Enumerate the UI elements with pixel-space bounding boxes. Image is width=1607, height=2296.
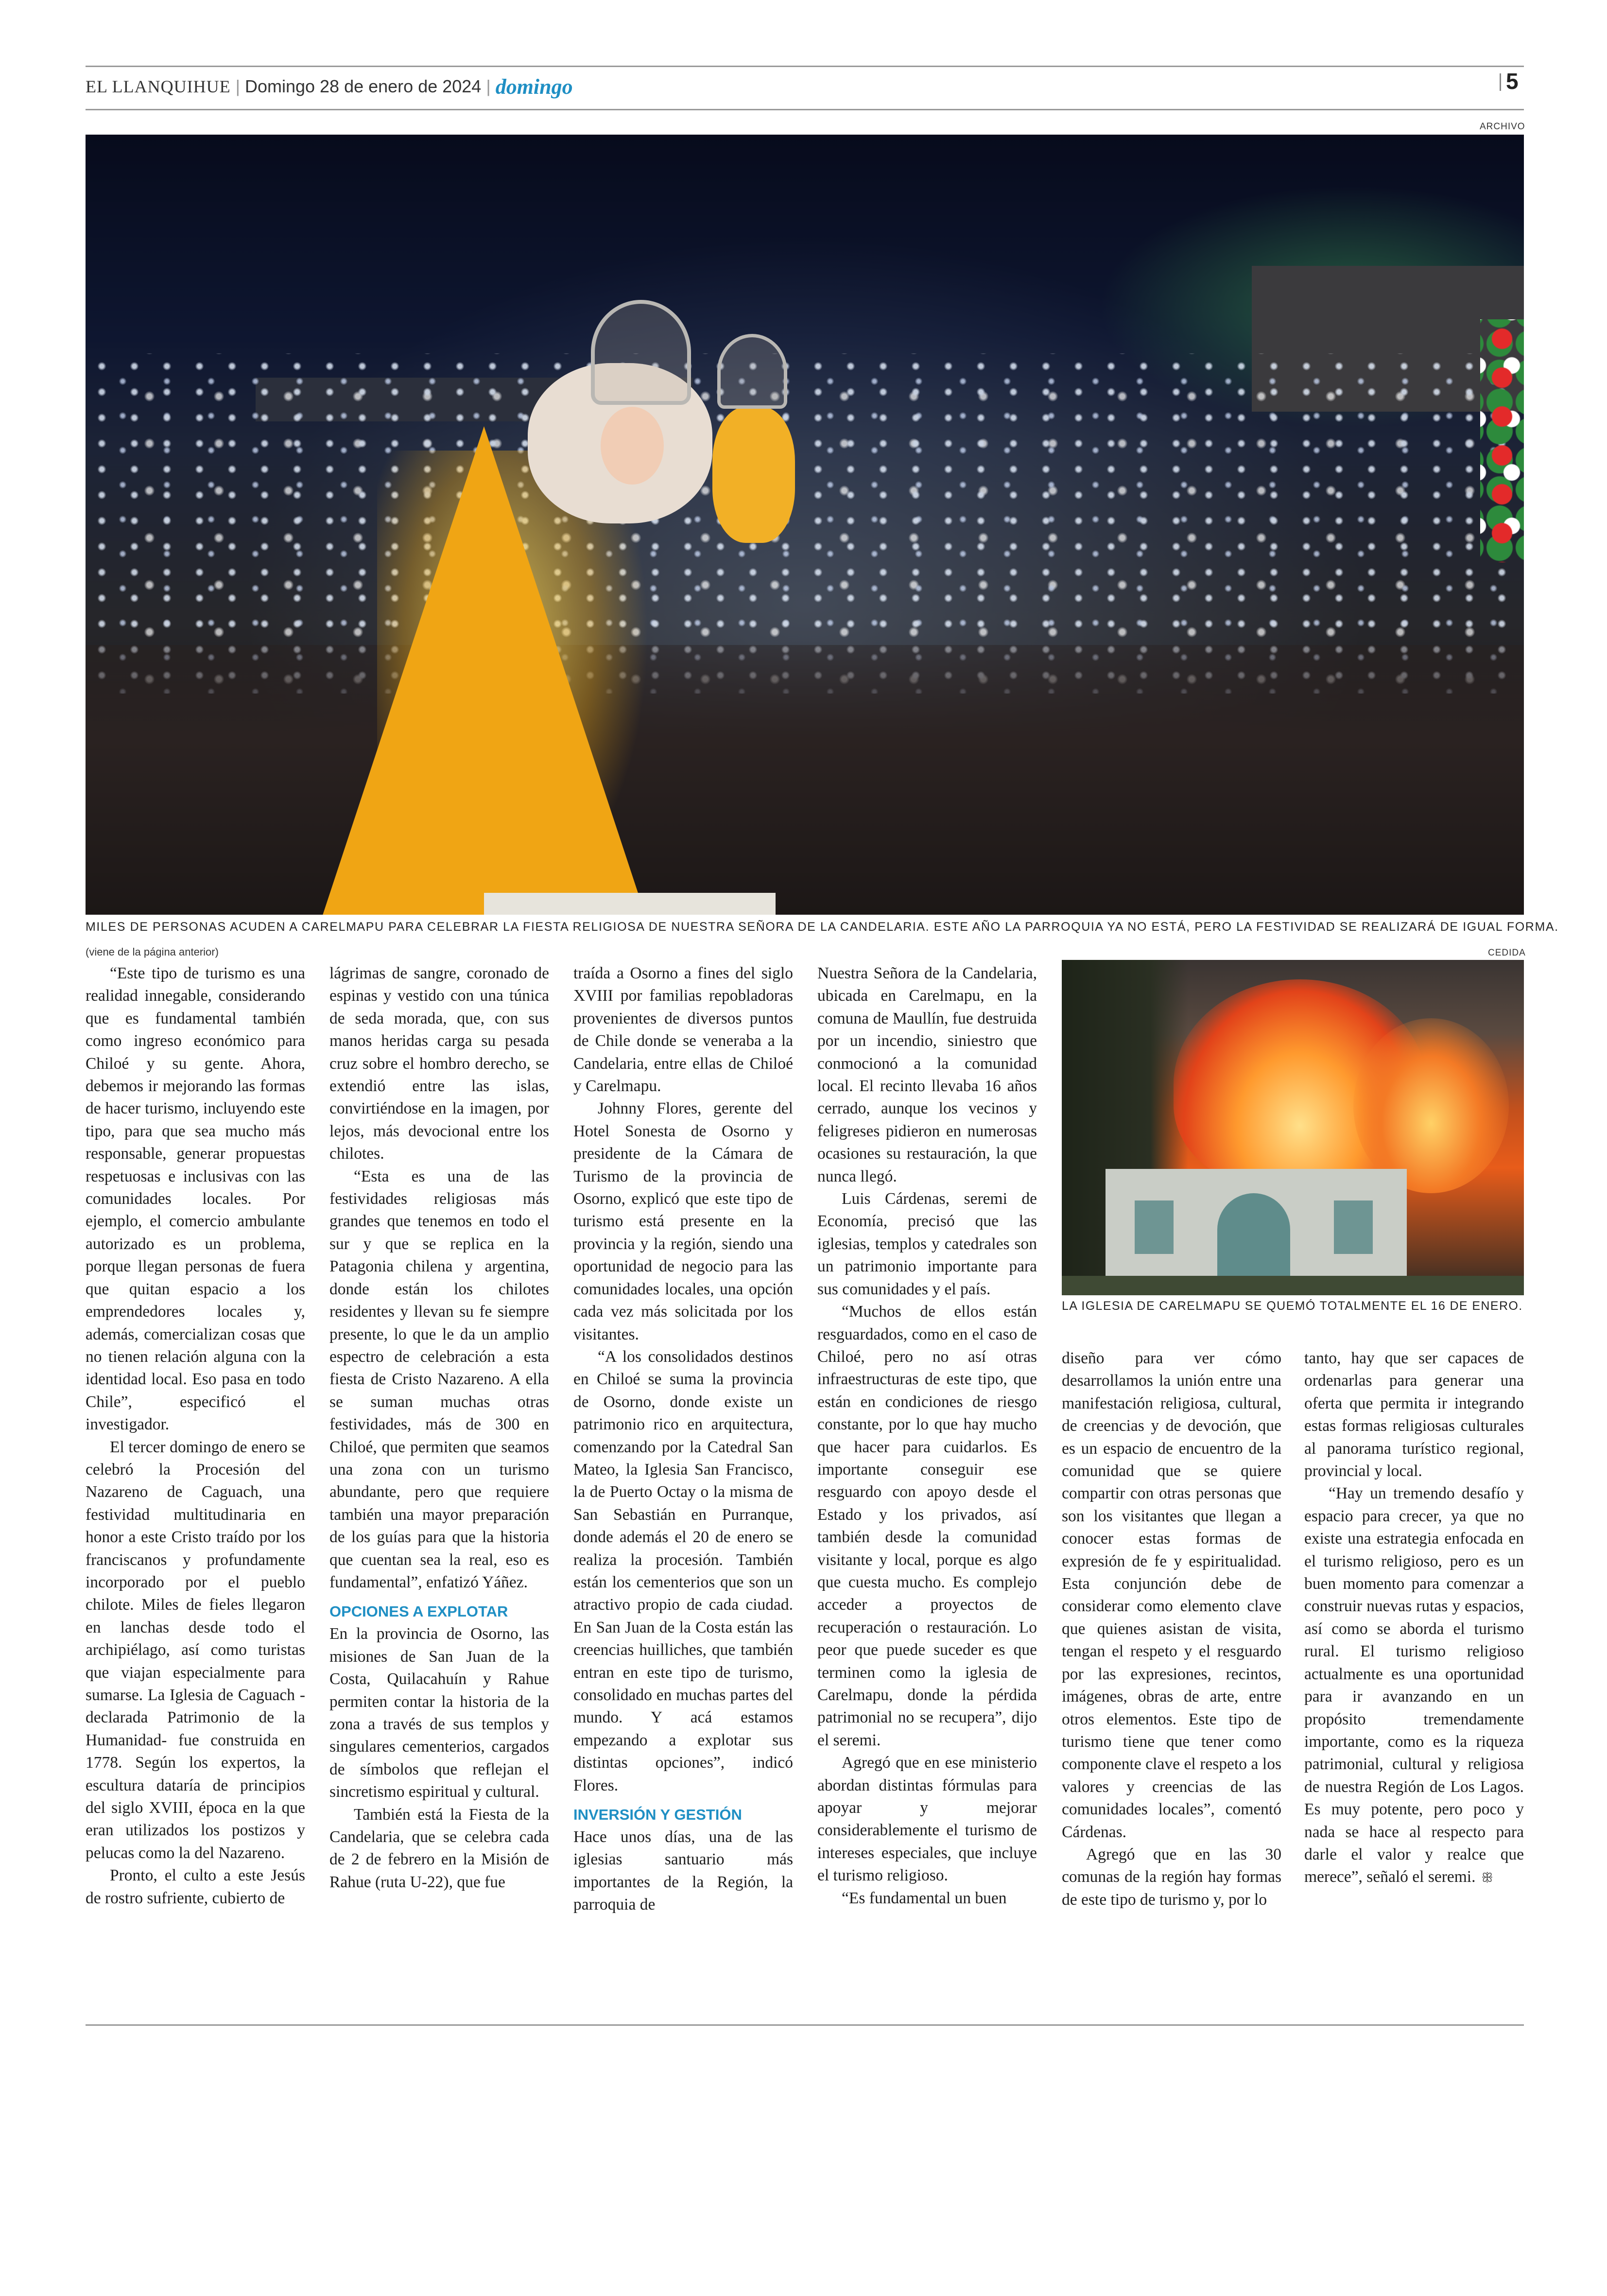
church-door: [1217, 1193, 1290, 1281]
page-number-bar: [1500, 73, 1501, 91]
crown-icon: [591, 300, 691, 405]
paragraph: traída a Osorno a fines del siglo XVIII por familias repobladoras provenientes de diversos puntos de Chile donde se veneraba a la Candelaria, entre ellas de Chiloé y Carelmapu.: [573, 964, 793, 1096]
flower-decorations: [1480, 319, 1524, 562]
paragraph: Johnny Flores, gerente del Hotel Sonesta de Osorno y presidente de la Cámara de Turismo de la provincia de Osorno, explicó que este tipo de turismo está presente en la provincia y la región, siendo una oportunidad de negocio para las comunidades locales, una opción cada vez más solicitada por los visitantes.: [573, 1099, 793, 1343]
footer-rule: [86, 2024, 1524, 2026]
child-statue: [712, 407, 795, 543]
article-column-5: [1062, 1347, 1281, 1911]
paragraph: “A los consolidados destinos en Chiloé se suma la provincia de Osorno, donde existe un patrimonio rico en arquitectura, comenzando por la Catedral San Mateo, la Iglesia San Francisco, la de Puerto Octay o la misma de San Sebastián en Purranque, donde además el 20 de enero se realiza la procesión. También están los cementerios que son un atractivo propio de cada ciudad. En San Juan de la Costa están las creencias huilliches, que también entran en este tipo de turismo, consolidado en muchas partes del mundo. Y acá estamos empezando a explotar sus distintas opciones”, indicó Flores.: [573, 1347, 793, 1794]
paragraph: tanto, hay que ser capaces de ordenarlas para generar una oferta que permita ir integrando estas formas religiosas culturales al panorama turístico regional, provincial y local.: [1304, 1349, 1524, 1480]
fire-photo-caption: LA IGLESIA DE CARELMAPU SE QUEMÓ TOTALMENTE EL 16 DE ENERO.: [1062, 1299, 1523, 1313]
paragraph: “Es fundamental un buen: [842, 1889, 1007, 1907]
main-photo-caption: MILES DE PERSONAS ACUDEN A CARELMAPU PARA CELEBRAR LA FIESTA RELIGIOSA DE NUESTRA SEÑORA DE LA CANDELARIA. ESTE AÑO LA PARROQUIA YA NO ESTÁ, PERO LA FESTIVIDAD SE REALIZARÁ DE IGUAL FORMA.: [86, 920, 1559, 934]
paragraph: El tercer domingo de enero se celebró la Procesión del Nazareno de Caguach, una festividad multitudinaria en honor a este Cristo traído por los franciscanos y profundamente incorporado por el pueblo chilote. Miles de fieles llegaron en lanchas desde todo el archipiélago, así como turistas que viajan especialmente para sumarse. La Iglesia de Caguach -declarada Patrimonio de la Humanidad- fue construida en 1778. Según los expertos, la escultura dataría de principios del siglo XVIII, época en la que eran utilizados los postizos y pelucas como la del Nazareno.: [86, 1438, 305, 1862]
paragraph: Agregó que en las 30 comunas de la región hay formas de este tipo de turismo y, por lo: [1062, 1845, 1281, 1909]
newspaper-name: EL LLANQUIHUE: [86, 77, 231, 96]
paragraph: También está la Fiesta de la Candelaria, que se celebra cada de 2 de febrero en la Misión de Rahue (ruta U-22), que fue: [329, 1805, 549, 1891]
statue-base: [484, 893, 776, 915]
article-column-6: [1304, 1347, 1524, 1890]
header-separator: |: [486, 76, 491, 96]
paragraph: Agregó que en ese ministerio abordan distintas fórmulas para apoyar y mejorar considerablemente el turismo de intereses especiales, que incluye el turismo religioso.: [817, 1754, 1037, 1885]
paragraph: Luis Cárdenas, seremi de Economía, precisó que las iglesias, templos y catedrales son un patrimonio importante para sus comunidades y el país.: [817, 1190, 1037, 1298]
header-rule-top: [86, 66, 1524, 67]
paragraph-text: “Hay un tremendo desafío y espacio para crecer, ya que no existe una estrategia enfocada en el turismo religioso, pero es un buen momento para comenzar a construir nuevas rutas y espacios, así como se aborda el turismo rural. El turismo religioso actualmente es una oportunidad para ir avanzando en un propósito tremendamente importante, como es la riqueza patrimonial, cultural y religiosa de nuestra Región de Los Lagos. Es muy potente, pero poco y nada se hace al respecto para darle el valor y realce que merece”, señaló el seremi.: [1304, 1484, 1524, 1886]
continued-note: (viene de la página anterior): [86, 946, 219, 958]
header-separator: |: [235, 76, 240, 96]
virgin-statue-face: [601, 407, 664, 485]
subheading-inversion: INVERSIÓN Y GESTIÓN: [573, 1806, 742, 1824]
page-number-text: 5: [1506, 69, 1519, 94]
paragraph: En la provincia de Osorno, las misiones de San Juan de la Costa, Quilacahuín y Rahue permiten contar la historia de la zona a través de sus templos y singulares cementerios, cargados de símbolos que reflejan el sincretismo espiritual y cultural.: [329, 1625, 549, 1801]
article-column-3: [573, 962, 793, 1916]
paragraph: “Esta es una de las festividades religiosas más grandes que tenemos en todo el sur y que se replica en la Patagonia chilena y argentina, donde están los chilotes residentes y llevan su fe siempre presente, lo que le da un amplio espectro de celebración a esta fiesta de Cristo Nazareno. A ella se suman muchas otras festividades, más de 300 en Chiloé, que permiten que seamos una zona con un turismo abundante, pero que requiere también una mayor preparación de los guías para que la historia que cuentan sea la real, eso es fundamental”, enfatizó Yáñez.: [329, 1167, 549, 1591]
header-date: Domingo 28 de enero de 2024: [244, 76, 482, 96]
paragraph: Nuestra Señora de la Candelaria, ubicada en Carelmapu, en la comuna de Maullín, fue destruida por un incendio, siniestro que conmocionó a la comunidad local. El recinto llevaba 16 años cerrado, aunque los vecinos y feligreses pidieron en numerosas ocasiones su restauración, la que nunca llegó.: [817, 964, 1037, 1185]
main-photo-credit: ARCHIVO: [1480, 122, 1525, 132]
fire-photo-credit: CEDIDA: [1488, 948, 1526, 958]
subheading-opciones: OPCIONES A EXPLOTAR: [329, 1603, 508, 1620]
paragraph: Pronto, el culto a este Jesús de rostro sufriente, cubierto de: [86, 1866, 305, 1907]
crowd: [86, 645, 1524, 915]
section-name: domingo: [495, 74, 573, 99]
article-column-1: [86, 962, 305, 1910]
photo-ground: [1062, 1276, 1524, 1295]
header-rule-bottom: [86, 109, 1524, 110]
article-column-4: [817, 962, 1037, 1910]
article-column-2: [329, 962, 549, 1894]
church-window: [1135, 1200, 1174, 1254]
paragraph: diseño para ver cómo desarrollamos la unión entre una manifestación religiosa, cultural, de creencias y de devoción, que es un espacio de encuentro de la comunidad que se quiere compartir con otras personas que son los visitantes que llegan a conocer estas formas de expresión de fe y espiritualidad. Esta conjunción debe de considerar como elemento clave que quienes asistan de visita, tengan el respeto y el resguardo por las expresiones, recintos, imágenes, obras de arte, entre otros elementos. Este tipo de turismo tiene que tener como componente clave el respeto a los valores y creencias de las comunidades locales”, comentó Cárdenas.: [1062, 1349, 1281, 1841]
paragraph: lágrimas de sangre, coronado de espinas y vestido con una túnica de seda morada, que, con sus manos heridas carga su pesada cruz sobre el hombro derecho, se extendió entre las islas, convirtiéndose en la imagen, por lejos, más devocional entre los chilotes.: [329, 964, 549, 1163]
page-header: [86, 72, 573, 101]
end-mark-icon: ꕥ: [1481, 1871, 1493, 1886]
main-photo: [86, 135, 1524, 915]
fire-photo: [1062, 960, 1524, 1295]
paragraph: “Este tipo de turismo es una realidad innegable, considerando que es fundamental también como ingreso económico para Chiloé y su gente. Ahora, debemos ir mejorando las formas de hacer turismo, incluyendo este tipo, para que sea mucho más responsable, generar propuestas respetuosas e inclusivas con las comunidades locales. Por ejemplo, el comercio ambulante autorizado es un problema, porque llegan personas de fuera que quitan espacio a los emprendedores locales y, además, comercializan cosas que no tienen relación alguna con la identidad local. Eso pasa en todo Chile”, especificó el investigador.: [86, 964, 305, 1434]
paragraph: [1304, 1482, 1524, 1889]
church-window: [1334, 1200, 1373, 1254]
page-number: [1500, 68, 1519, 94]
phone-lights: [86, 353, 1524, 694]
crown-icon: [717, 334, 787, 409]
paragraph: Hace unos días, una de las iglesias santuario más importantes de la Región, la parroquia de: [573, 1828, 793, 1914]
fire-flame: [1353, 1018, 1509, 1193]
paragraph: “Muchos de ellos están resguardados, como en el caso de Chiloé, pero no así otras infraestructuras de este tipo, que están en condiciones de riesgo constante, por lo que hay mucho que hacer para cuidarlos. Es importante conseguir ese resguardo con apoyo desde el Estado y los privados, así también desde la comunidad visitante y local, porque es algo que cuesta mucho. Es complejo acceder a proyectos de recuperación o restauración. Lo peor que puede suceder es que terminen como la iglesia de Carelmapu, donde la pérdida patrimonial no se recupera”, dijo el seremi.: [817, 1303, 1037, 1749]
